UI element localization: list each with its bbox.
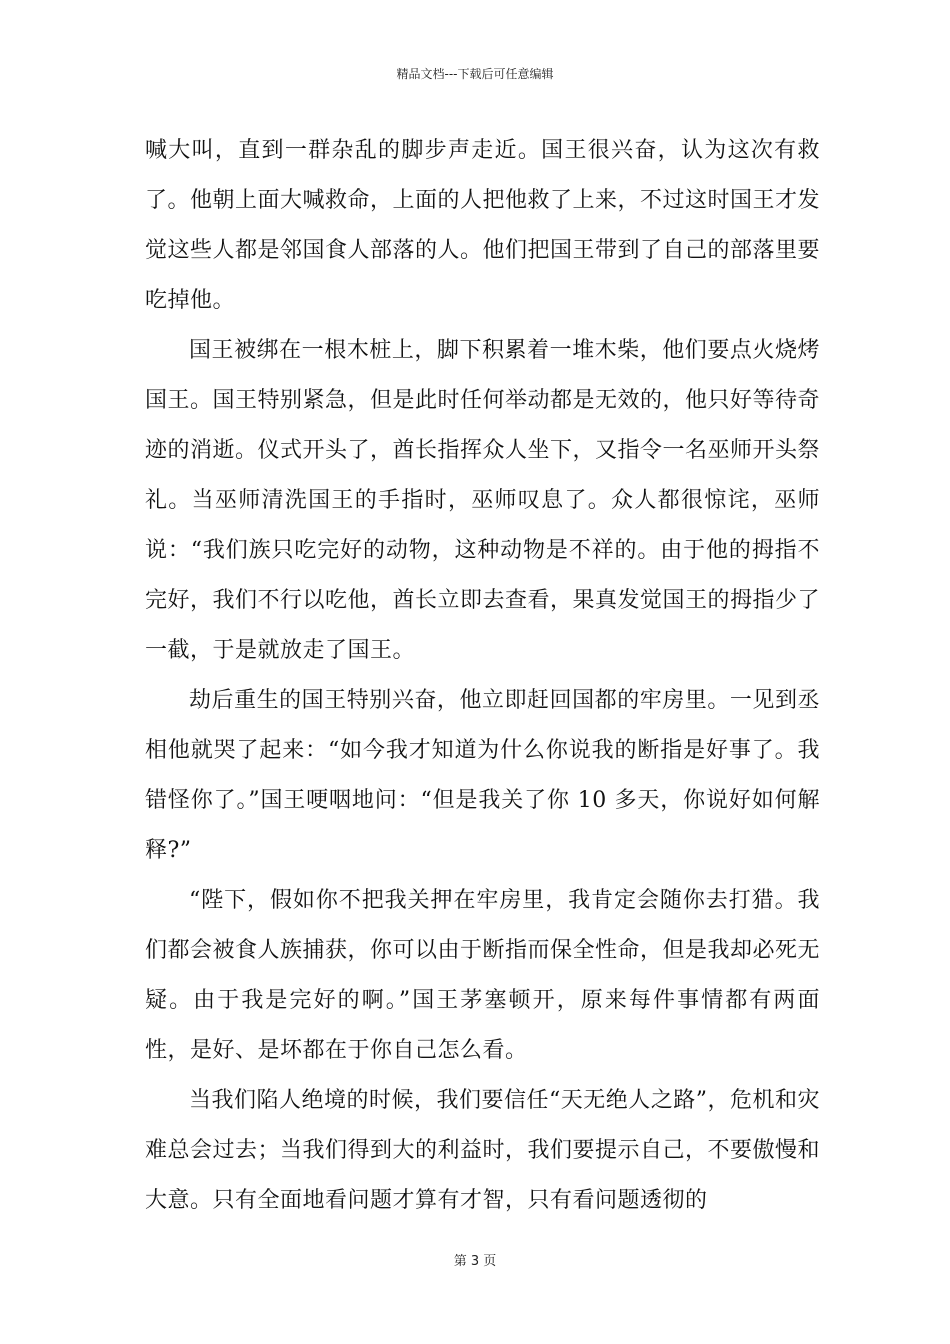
paragraph: “陛下，假如你不把我关押在牢房里，我肯定会随你去打猎。我们都会被食人族捕获，你可以由于断指而保全性命，但是我却必死无疑。由于我是完好的啊。”国王茅塞顿开，原来每件事情都有两面性，是好、是坏都在于你自己怎么看。 bbox=[145, 888, 821, 1063]
paragraph: 劫后重生的国王特别兴奋，他立即赶回国都的牢房里。一见到丞相他就哭了起来：“如今我才知道为什么你说我的断指是好事了。我错怪你了。”国王哽咽地问：“但是我关了你 10 多天，你说好如何解释?” bbox=[145, 688, 820, 863]
paragraph: 喊大叫，直到一群杂乱的脚步声走近。国王很兴奋，认为这次有救了。他朝上面大喊救命，上面的人把他救了上来，不过这时国王才发觉这些人都是邻国食人部落的人。他们把国王带到了自己的部落里要吃掉他。 bbox=[145, 138, 821, 313]
paragraph: 当我们陷人绝境的时候，我们要信任“天无绝人之路”，危机和灾难总会过去；当我们得到大的利益时，我们要提示自己，不要傲慢和大意。只有全面地看问题才算有才智，只有看问题透彻的 bbox=[145, 1088, 821, 1213]
paragraph: 国王被绑在一根木桩上，脚下积累着一堆木柴，他们要点火烧烤国王。国王特别紧急，但是此时任何举动都是无效的，他只好等待奇迹的消逝。仪式开头了，酋长指挥众人坐下，又指令一名巫师开头祭礼。当巫师清洗国王的手指时，巫师叹息了。众人都很惊诧，巫师说：“我们族只吃完好的动物，这种动物是不祥的。由于他的拇指不完好，我们不行以吃他，酋长立即去查看，果真发觉国王的拇指少了一截，于是就放走了国王。 bbox=[145, 338, 821, 663]
document-body bbox=[145, 126, 820, 1226]
page-number: 第 3 页 bbox=[453, 1254, 497, 1269]
page-header: 精品文档---下载后可任意编辑 bbox=[396, 67, 554, 81]
